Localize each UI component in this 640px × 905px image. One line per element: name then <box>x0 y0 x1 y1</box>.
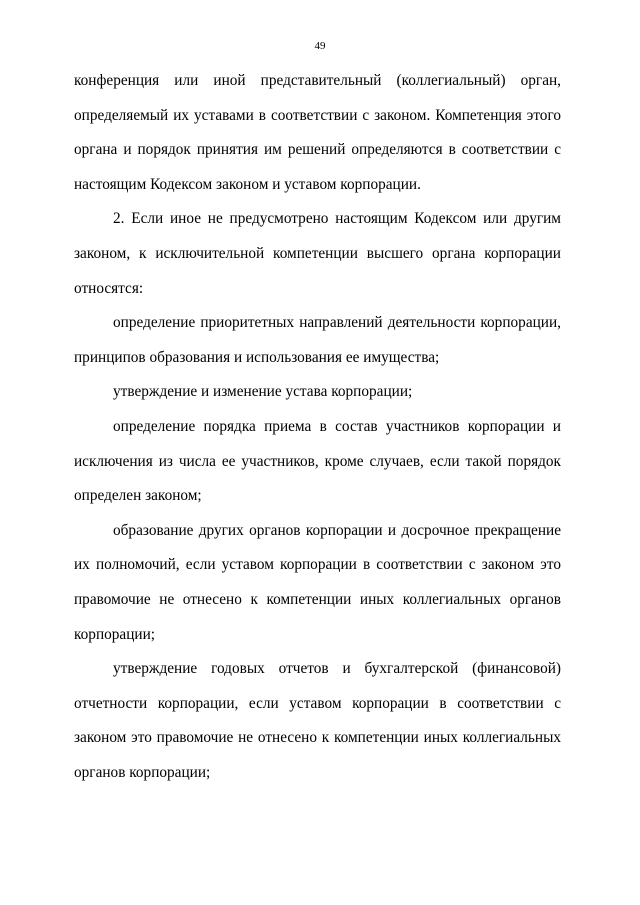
list-item-bodies: образование других органов корпорации и досрочное прекращение их полномочий, если уставом корпорации в соответствии с законом это правомочие не отнесено к компетенции иных коллегиальных органов корпорации; <box>74 521 561 643</box>
paragraph-competence-intro: 2. Если иное не предусмотрено настоящим Кодексом или другим законом, к исключительной компетенции высшего органа корпорации относятся: <box>74 210 561 297</box>
paragraph-continuation: конференция или иной представительный (коллегиальный) орган, определяемый их уставами в соответствии с законом. Компетенция этого органа и порядок принятия им решений определяются в соответствии с настоящим Кодексом законом и уставом корпорации. <box>74 72 561 193</box>
list-item-priorities: определение приоритетных направлений деятельности корпорации, принципов образования и использования ее имущества; <box>74 314 561 366</box>
list-item-reports: утверждение годовых отчетов и бухгалтерской (финансовой) отчетности корпорации, если уставом корпорации в соответствии с законом это правомочие не отнесено к компетенции иных коллегиальных органов корпорации; <box>74 660 561 781</box>
list-item-charter: утверждение и изменение устава корпорации; <box>113 383 413 401</box>
page-number: 49 <box>314 40 326 52</box>
page-body <box>74 64 561 790</box>
list-item-admission: определение порядка приема в состав участников корпорации и исключения из числа ее участников, кроме случаев, если такой порядок определен законом; <box>74 417 561 505</box>
